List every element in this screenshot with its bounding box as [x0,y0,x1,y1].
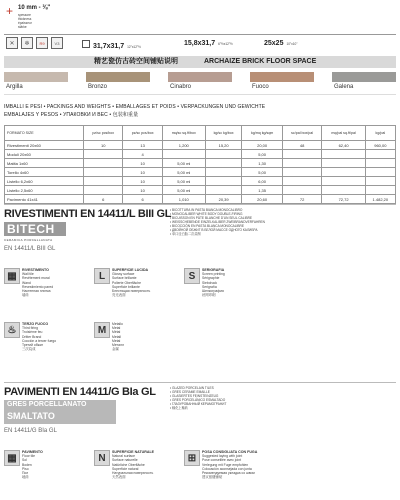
feature-line: Surface brillante [112,276,137,281]
pavimenti-bullets [170,386,370,410]
feature-line: Рекомендуемая укладка со швом [202,471,255,476]
color-swatch [332,72,396,82]
table-cell [84,168,123,177]
size-2 [184,40,233,47]
table-row [5,168,396,177]
packing-title-2: EMBALAJES Y PESOS • УПАКОВКИ И ВЕС • 包装和重量 [4,112,139,118]
rivestimenti-bullets [170,208,370,236]
table-cell [282,159,322,168]
feature-line: Wand [22,280,31,285]
rivestimenti-features [4,264,396,384]
thickness-label-4: stärke [18,25,27,29]
table-cell: 1.482,20 [365,195,395,204]
color-swatch [168,72,232,82]
table-cell [282,168,322,177]
feature-line: Superficie brillante [112,284,140,289]
feature-line: Sol [22,458,27,463]
gres-logo-line-2: SMALTATO [7,411,55,421]
table-cell [84,159,123,168]
tools-icon: ✕ [6,37,18,49]
size-3-cm: 25x25 [264,40,284,47]
table-cell: Listello 2,5x60 [5,186,84,195]
feature-line: 丝网印刷 [202,293,216,298]
swatch-name-fuoco: Fuoco [252,84,269,90]
bullet-line: • GLAZED PORCELAIN TILES [170,386,214,390]
size-3 [264,40,297,47]
bullet-line: • BICOCCIÓN EN PASTA BLANCA MONOCALIBRE [170,224,244,228]
flame-icon: ♨ [4,322,20,338]
table-cell: 48 [282,141,322,150]
table-header-cell: pz/sc pcs/box [123,126,162,141]
feature-line: 三次烧成 [22,347,36,352]
table-cell: Pavimento 41x41 [5,195,84,204]
table-cell [365,150,395,159]
feature-line: Metal [112,326,121,331]
thickness-icon: + [6,4,14,18]
feature-title: SUPERFICIE NATURALE [112,450,155,454]
bullet-line: • ДВОЙНОЙ ОБЖИГ В БЕЛОЙ МАССЕ ОДНОГО КАЛИБРА [170,228,258,232]
bullet-line: • 釉化上釉砖 [170,406,188,410]
table-cell [322,177,365,186]
section-rule [4,204,396,205]
table-cell: 6 [84,195,123,204]
feature-line: Serigrafía [202,284,217,289]
wall-tile-icon: ▦ [4,268,20,284]
feature-text [202,268,292,297]
table-cell: 960,00 [365,141,395,150]
table-cell [322,186,365,195]
title-band [4,56,396,68]
color-swatch [4,72,68,82]
packing-title-1: IMBALLI E PESI • PACKINGS AND WEIGHTS • EMBALLAGES ET POIDS • VERPACKUNGEN UND GEWICHTE [4,104,266,110]
feature-line: Metallo [112,322,123,326]
table-cell: 15,20 [205,141,242,150]
table-header-cell: mq/sc sq.ft/box [162,126,205,141]
feature-line: Polierte Oberfläche [112,280,142,285]
n-letter-icon: N [94,450,110,466]
feature-line: Третий обжиг [22,343,44,348]
table-cell: 20,00 [242,141,282,150]
size-1-cm: 31,7x31,7 [93,43,125,50]
feature-line: Suggested laying with joint [202,454,243,459]
table-cell: 5,00 ml [162,168,205,177]
thickness-main: 10 mm - ⅜" [18,5,51,11]
feature-line: 金属 [112,347,119,352]
size-2-cm: 15,8x31,7 [184,40,216,47]
tile-size-icon [82,40,90,48]
feature-line: 建议留缝铺贴 [202,475,223,480]
feature-line: Troisième feu [22,330,43,335]
bullet-line: • MONOCALIBER WHITE BODY DOUBLE-FIRING [170,212,243,216]
bullet-line: • GRES CERAME EMAILLE [170,390,210,394]
feature-title: SUPERFICIE LUCIDA [112,268,149,272]
feature-line: Siebdruck [202,280,218,285]
table-cell: 10 [123,159,162,168]
table-cell [365,168,395,177]
bullet-line: • BICOTTURA IN PASTA BIANCA MONOCALIBRO [170,208,243,212]
feature-line: Natural surface [112,454,135,459]
gres-logo [4,400,116,424]
feature-line: Boden [22,462,32,467]
pavimenti-code: EN 14411/G BIa GL [4,428,57,434]
thickness-label-1: spessore [18,13,31,17]
swatch-name-galena: Galena [334,84,354,90]
feature-title: POSA CONSIGLIATA CON FUGA [202,450,258,454]
feature-line: Настенная плитка [22,289,51,294]
table-cell: 6 [123,195,162,204]
bitech-logo-sub: CERAMICA PORCELLANATA [4,238,53,242]
table-header-cell: kg/mq kg/sqm [242,126,282,141]
table-cell: 1,30 [242,159,282,168]
table-cell: 6,00 [242,177,282,186]
rivestimenti-code: EN 14411/L BIII GL [4,246,56,252]
s-letter-icon: S [184,268,200,284]
table-cell: Moduli 20x60 [5,150,84,159]
header-rule [4,34,396,35]
bullet-line: • WEISSCHEBENDE EINZELKALIBER ZWEIBRANDVERFAHREN [170,220,265,224]
table-row [5,195,396,204]
table-cell [365,186,395,195]
table-cell [205,159,242,168]
table-cell: 5,00 ml [162,186,205,195]
page-title: ARCHAIZE BRICK FLOOR SPACE [204,58,317,65]
feature-line: Пол [22,471,29,476]
table-cell: Listello 6,2x60 [5,177,84,186]
feature-line: Wall tile [22,272,34,277]
feature-line: Piso [22,466,29,471]
thickness-label-2: thickness [18,17,32,21]
color-swatch [86,72,150,82]
size-1 [82,40,141,50]
feature-line: Glossy surface [112,272,135,277]
feature-line: Metal [112,338,121,343]
table-cell [282,186,322,195]
thickness-label-3: épaisseur [18,21,32,25]
feature-text [202,450,292,479]
feature-line: 墙砖 [22,293,29,298]
table-cell: 5,00 ml [162,177,205,186]
table-row [5,159,396,168]
feature-line: Metall [112,334,122,339]
feature-line: Floor tile [22,454,36,459]
table-cell [365,159,395,168]
swatch-name-cinabro: Cinabro [170,84,192,90]
feature-line: Шелкография [202,289,224,294]
table-row [5,177,396,186]
swatch-name-bronzo: Bronzo [88,84,108,90]
feature-line: Superficie natural [112,466,139,471]
table-header-cell: sc/pal box/pal [282,126,322,141]
feature-title: SERIGRAFIA [202,268,225,272]
table-cell: Matita 1x60 [5,159,84,168]
feature-line: Cocción a tercer fuego [22,338,57,343]
swatch-divider [4,94,396,95]
feature-line: Pose conseillée avec joint [202,458,242,463]
feature-line: Verlegung mit Fuge empfohlen [202,462,249,467]
bullet-line: • GRES PORCELÁNICO ESMALTADO [170,398,226,402]
table-cell: 13 [123,141,162,150]
table-cell [84,177,123,186]
feature-line: Revestimiento pared [22,284,54,289]
table-cell: Torello 4x60 [5,168,84,177]
feature-line: Натуральная поверхность [112,471,154,476]
table-cell: 1,200 [162,141,205,150]
feature-line: Métal [112,330,121,335]
table-cell: Rivestimenti 20x60 [5,141,84,150]
feature-text [112,322,202,351]
joint-icon: ⊞ [184,450,200,466]
size-2-in: 6"½x12"½ [218,42,233,46]
table-cell [322,168,365,177]
bitech-logo-text: BITECH [7,222,55,236]
table-cell: 10 [123,186,162,195]
feature-line: 亮光表面 [112,293,126,298]
table-cell: 72 [282,195,322,204]
feature-line: Third firing [22,326,39,331]
feature-line: Dritter Brand [22,334,42,339]
table-cell [322,150,365,159]
table-cell [322,159,365,168]
header [4,4,396,54]
table-cell: 1,35 [242,186,282,195]
bullet-line: • GLASIERTES FEINSTEINZEUG [170,394,219,398]
table-header-cell: kg/pal [365,126,395,141]
r9-icon: R9 [36,37,48,49]
table-cell [205,150,242,159]
feature-line: Colocación aconsejada con junta [202,466,252,471]
chinese-title: 精艺瓷仿古砖空间铺贴说明 [94,58,178,65]
bullet-line: • ГЛАЗУРОВАННЫЙ КЕРАМОГРАНИТ [170,402,227,406]
feature-line: Металл [112,343,124,348]
feature-title: TERZO FUOCO [22,322,49,326]
table-header-row [5,126,396,141]
floor-tile-icon: ▦ [4,450,20,466]
table-cell [282,177,322,186]
table-cell: 5,00 [242,150,282,159]
table-row [5,141,396,150]
gres-logo-line-1: GRES PORCELLANATO [7,401,87,408]
table-cell: 5,00 [242,168,282,177]
table-cell [84,150,123,159]
table-header-cell: FORMATO SIZE [5,126,84,141]
v3-icon: V3 [51,37,63,49]
rating-icons [6,37,63,49]
table-cell [282,150,322,159]
frost-icon: ❄ [21,37,33,49]
table-cell [205,186,242,195]
bitech-logo [4,222,66,236]
feature-title: RIVESTIMENTO [22,268,49,272]
size-1-in: 12"x12"½ [127,45,141,49]
feature-line: Natürliche Oberfläche [112,462,145,467]
table-cell: 10 [84,141,123,150]
table-header-cell: kg/sc kg/box [205,126,242,141]
table-cell: 10 [123,168,162,177]
size-3-in: 10"x10" [286,42,298,46]
swatch-name-argilla: Argilla [6,84,23,90]
table-cell [205,177,242,186]
pavimenti-features [4,446,396,496]
feature-line: Блестящая поверхность [112,289,151,294]
feature-line: Revêtement mural [22,276,50,281]
table-cell: 62,40 [322,141,365,150]
table-header-cell: pz/sc pcs/box [84,126,123,141]
table-cell [205,168,242,177]
table-header-cell: mq/pal sq.ft/pal [322,126,365,141]
table-cell: 20,39 [205,195,242,204]
table-cell: 10 [123,177,162,186]
feature-title: PAVIMENTO [22,450,43,454]
rivestimenti-title: RIVESTIMENTI EN 14411/L BIII GL [4,208,172,220]
table-row [5,186,396,195]
feature-line: 天然表面 [112,475,126,480]
table-cell [365,177,395,186]
feature-line: Sérigraphie [202,276,220,281]
section-rule [4,382,396,383]
table-cell: 5,00 ml [162,159,205,168]
feature-line: 地砖 [22,475,29,480]
table-cell: 20,60 [242,195,282,204]
m-letter-icon: M [94,322,110,338]
color-swatch [250,72,314,82]
table-row [5,150,396,159]
table-cell: 4 [123,150,162,159]
l-letter-icon: L [94,268,110,284]
table-cell: 72,72 [322,195,365,204]
bullet-line: • BICUISSON EN PÂTE BLANCHE D'UN SEUL CALIBRE [170,216,253,220]
packing-table [4,125,396,204]
bullet-line: • 单口径白胎二次烧制 [170,232,201,236]
table-cell [84,186,123,195]
feature-line: Screen printing [202,272,225,277]
table-cell [162,150,205,159]
pavimenti-title: PAVIMENTI EN 14411/G BIa GL [4,386,156,398]
feature-line: Surface naturelle [112,458,138,463]
table-cell: 1,010 [162,195,205,204]
